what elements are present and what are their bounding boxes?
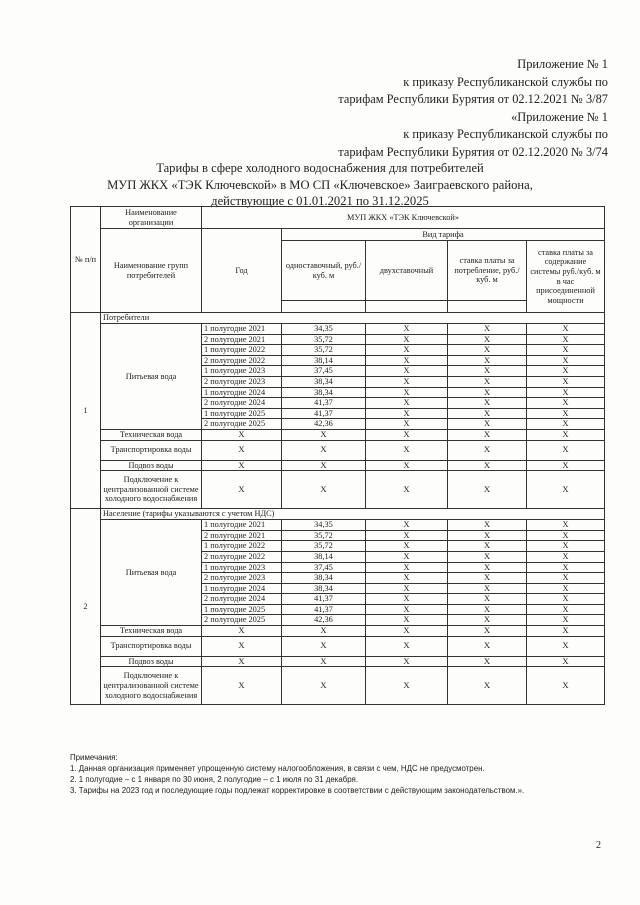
one-part-rate: 41,37 [282,408,366,419]
x-mark: X [527,667,605,705]
table-row [71,460,605,471]
period-cell: 2 полугодие 2021 [202,334,282,345]
consumer-group: Подвоз воды [101,656,202,667]
x-mark: X [448,376,527,387]
period-cell: 2 полугодие 2023 [202,376,282,387]
col-header-one-part: одноставочный, руб./ куб. м [282,241,366,301]
x-mark: X [527,324,605,335]
note-item: 2. 1 полугодие – с 1 января по 30 июня, 2 полугодие – с 1 июля по 31 декабря. [70,775,359,784]
one-part-rate: 37,45 [282,366,366,377]
x-mark: X [527,387,605,398]
title-line: Тарифы в сфере холодного водоснабжения для потребителей [156,161,484,175]
one-part-rate: 42,36 [282,419,366,430]
appendix-line: тарифам Республики Бурятия от 02.12.2020 № 3/74 [338,144,608,159]
x-mark: X [366,583,448,594]
table-row [71,667,605,705]
x-mark: X [527,460,605,471]
x-mark: X [202,626,282,637]
x-mark: X [202,440,282,460]
table-row [71,626,605,637]
tariff-table [70,206,605,705]
x-mark: X [366,604,448,615]
x-mark: X [448,334,527,345]
one-part-rate: 38,34 [282,583,366,594]
one-part-rate: 38,34 [282,573,366,584]
x-mark: X [527,541,605,552]
x-mark: X [448,594,527,605]
consumer-group: Подключение к централизованной системе холодного водоснабжения [101,667,202,705]
col-header-num: № п/п [71,207,101,313]
one-part-rate: 35,72 [282,345,366,356]
x-mark: X [366,324,448,335]
x-mark: X [366,626,448,637]
x-mark: X [527,345,605,356]
period-cell: 1 полугодие 2023 [202,366,282,377]
section-number: 1 [71,313,101,509]
period-cell: 1 полугодие 2025 [202,604,282,615]
period-cell: 1 полугодие 2024 [202,387,282,398]
x-mark: X [366,460,448,471]
one-part-rate: 41,37 [282,398,366,409]
period-cell: 1 полугодие 2025 [202,408,282,419]
x-mark: X [527,551,605,562]
x-mark: X [527,376,605,387]
one-part-rate: 35,72 [282,530,366,541]
x-mark: X [202,656,282,667]
one-part-rate: 38,14 [282,355,366,366]
period-cell: 2 полугодие 2023 [202,573,282,584]
consumer-group: Техническая вода [101,626,202,637]
x-mark: X [448,419,527,430]
title-line: МУП ЖКХ «ТЭК Ключевской» в МО СП «Ключевское» Заиграевского района, [107,177,533,192]
x-mark: X [527,530,605,541]
x-mark: X [527,520,605,531]
section-heading: Потребители [101,313,605,324]
x-mark: X [448,541,527,552]
one-part-rate: 38,34 [282,376,366,387]
one-part-rate: 38,14 [282,551,366,562]
x-mark: X [366,530,448,541]
period-cell: 1 полугодие 2021 [202,324,282,335]
x-mark: X [366,551,448,562]
blank-cell [366,301,448,313]
notes [70,752,610,796]
appendix-line: к приказу Республиканской службы по [403,74,608,89]
col-header-rate-use: ставка платы за потребление, руб./ куб. м [448,241,527,301]
appendix-line: «Приложение № 1 [511,109,608,124]
x-mark: X [448,387,527,398]
x-mark: X [448,429,527,440]
x-mark: X [527,636,605,656]
x-mark: X [527,408,605,419]
col-header-org: Наименование организации [101,207,202,229]
x-mark: X [448,615,527,626]
x-mark: X [527,440,605,460]
table-row [71,324,605,335]
x-mark: X [202,460,282,471]
x-mark: X [366,562,448,573]
x-mark: X [366,419,448,430]
x-mark: X [448,551,527,562]
x-mark: X [527,573,605,584]
period-cell: 1 полугодие 2021 [202,520,282,531]
x-mark: X [448,355,527,366]
x-mark: X [448,520,527,531]
period-cell: 2 полугодие 2022 [202,355,282,366]
consumer-group: Подключение к централизованной системе холодного водоснабжения [101,471,202,509]
x-mark: X [448,573,527,584]
appendix-line: тарифам Республики Бурятия от 02.12.2021 № 3/87 [338,92,608,107]
appendix-header [288,56,608,162]
x-mark: X [527,334,605,345]
x-mark: X [282,667,366,705]
x-mark: X [366,594,448,605]
x-mark: X [448,324,527,335]
org-name: МУП ЖКХ «ТЭК Ключевской» [202,207,605,229]
x-mark: X [366,440,448,460]
x-mark: X [366,520,448,531]
x-mark: X [366,387,448,398]
consumer-group: Транспортировка воды [101,440,202,460]
x-mark: X [282,626,366,637]
x-mark: X [448,460,527,471]
x-mark: X [448,366,527,377]
col-header-two-part: двухставочный [366,241,448,301]
x-mark: X [448,408,527,419]
x-mark: X [202,636,282,656]
x-mark: X [527,398,605,409]
x-mark: X [527,355,605,366]
blank-cell [282,301,366,313]
section-heading-row [71,313,605,324]
consumer-group: Техническая вода [101,429,202,440]
x-mark: X [448,656,527,667]
appendix-line: к приказу Республиканской службы по [403,127,608,142]
x-mark: X [282,440,366,460]
period-cell: 2 полугодие 2025 [202,419,282,430]
x-mark: X [366,345,448,356]
x-mark: X [366,334,448,345]
x-mark: X [366,429,448,440]
one-part-rate: 34,35 [282,324,366,335]
x-mark: X [527,366,605,377]
section-heading: Население (тарифы указываются с учетом НДС) [101,509,605,520]
x-mark: X [202,667,282,705]
x-mark: X [282,460,366,471]
x-mark: X [282,429,366,440]
page-number: 2 [596,840,601,851]
x-mark: X [448,471,527,509]
x-mark: X [527,471,605,509]
x-mark: X [527,615,605,626]
table-row [71,520,605,531]
consumer-group: Подвоз воды [101,460,202,471]
col-header-year: Год [202,229,282,313]
group-drinking-water: Питьевая вода [101,324,202,430]
table-row [71,471,605,509]
x-mark: X [448,562,527,573]
table-row [71,656,605,667]
x-mark: X [366,667,448,705]
x-mark: X [527,594,605,605]
section-heading-row [71,509,605,520]
section-number: 2 [71,509,101,705]
x-mark: X [282,656,366,667]
appendix-line: Приложение № 1 [517,57,608,71]
x-mark: X [366,636,448,656]
table-row [71,440,605,460]
col-header-groups: Наименование групп потребителей [101,229,202,313]
x-mark: X [448,530,527,541]
period-cell: 2 полугодие 2024 [202,398,282,409]
x-mark: X [448,604,527,615]
x-mark: X [282,471,366,509]
x-mark: X [366,541,448,552]
one-part-rate: 41,37 [282,594,366,605]
period-cell: 2 полугодие 2025 [202,615,282,626]
period-cell: 2 полугодие 2024 [202,594,282,605]
col-header-rate-maint: ставка платы за содержание системы руб./куб. м в час присоединенной мощности [527,241,605,313]
x-mark: X [448,440,527,460]
title-line: действующие с 01.01.2021 по 31.12.2025 [211,194,429,208]
note-item: 3. Тарифы на 2023 год и последующие годы подлежат корректировке в соответствии с действующим законодательством.». [70,786,525,795]
period-cell: 1 полугодие 2022 [202,541,282,552]
x-mark: X [202,471,282,509]
one-part-rate: 34,35 [282,520,366,531]
x-mark: X [366,355,448,366]
notes-title: Примечания: [70,753,118,762]
x-mark: X [448,345,527,356]
x-mark: X [527,626,605,637]
x-mark: X [366,615,448,626]
one-part-rate: 42,36 [282,615,366,626]
one-part-rate: 37,45 [282,562,366,573]
x-mark: X [448,636,527,656]
x-mark: X [527,604,605,615]
col-header-tariff-type: Вид тарифа [282,229,605,241]
x-mark: X [366,471,448,509]
group-drinking-water: Питьевая вода [101,520,202,626]
period-cell: 1 полугодие 2023 [202,562,282,573]
table-row [71,636,605,656]
one-part-rate: 35,72 [282,334,366,345]
one-part-rate: 35,72 [282,541,366,552]
x-mark: X [366,376,448,387]
x-mark: X [366,366,448,377]
x-mark: X [527,429,605,440]
note-item: 1. Данная организация применяет упрощенную систему налогообложения, в связи с чем, НДС не предусмотрен. [70,764,485,773]
x-mark: X [366,408,448,419]
x-mark: X [366,573,448,584]
period-cell: 2 полугодие 2021 [202,530,282,541]
x-mark: X [366,398,448,409]
x-mark: X [448,667,527,705]
x-mark: X [527,656,605,667]
document-title [0,160,640,210]
x-mark: X [448,583,527,594]
x-mark: X [282,636,366,656]
period-cell: 2 полугодие 2022 [202,551,282,562]
consumer-group: Транспортировка воды [101,636,202,656]
x-mark: X [202,429,282,440]
x-mark: X [527,419,605,430]
x-mark: X [527,583,605,594]
x-mark: X [527,562,605,573]
blank-cell [448,301,527,313]
one-part-rate: 38,34 [282,387,366,398]
table-row [71,429,605,440]
x-mark: X [448,398,527,409]
period-cell: 1 полугодие 2022 [202,345,282,356]
x-mark: X [448,626,527,637]
period-cell: 1 полугодие 2024 [202,583,282,594]
one-part-rate: 41,37 [282,604,366,615]
x-mark: X [366,656,448,667]
